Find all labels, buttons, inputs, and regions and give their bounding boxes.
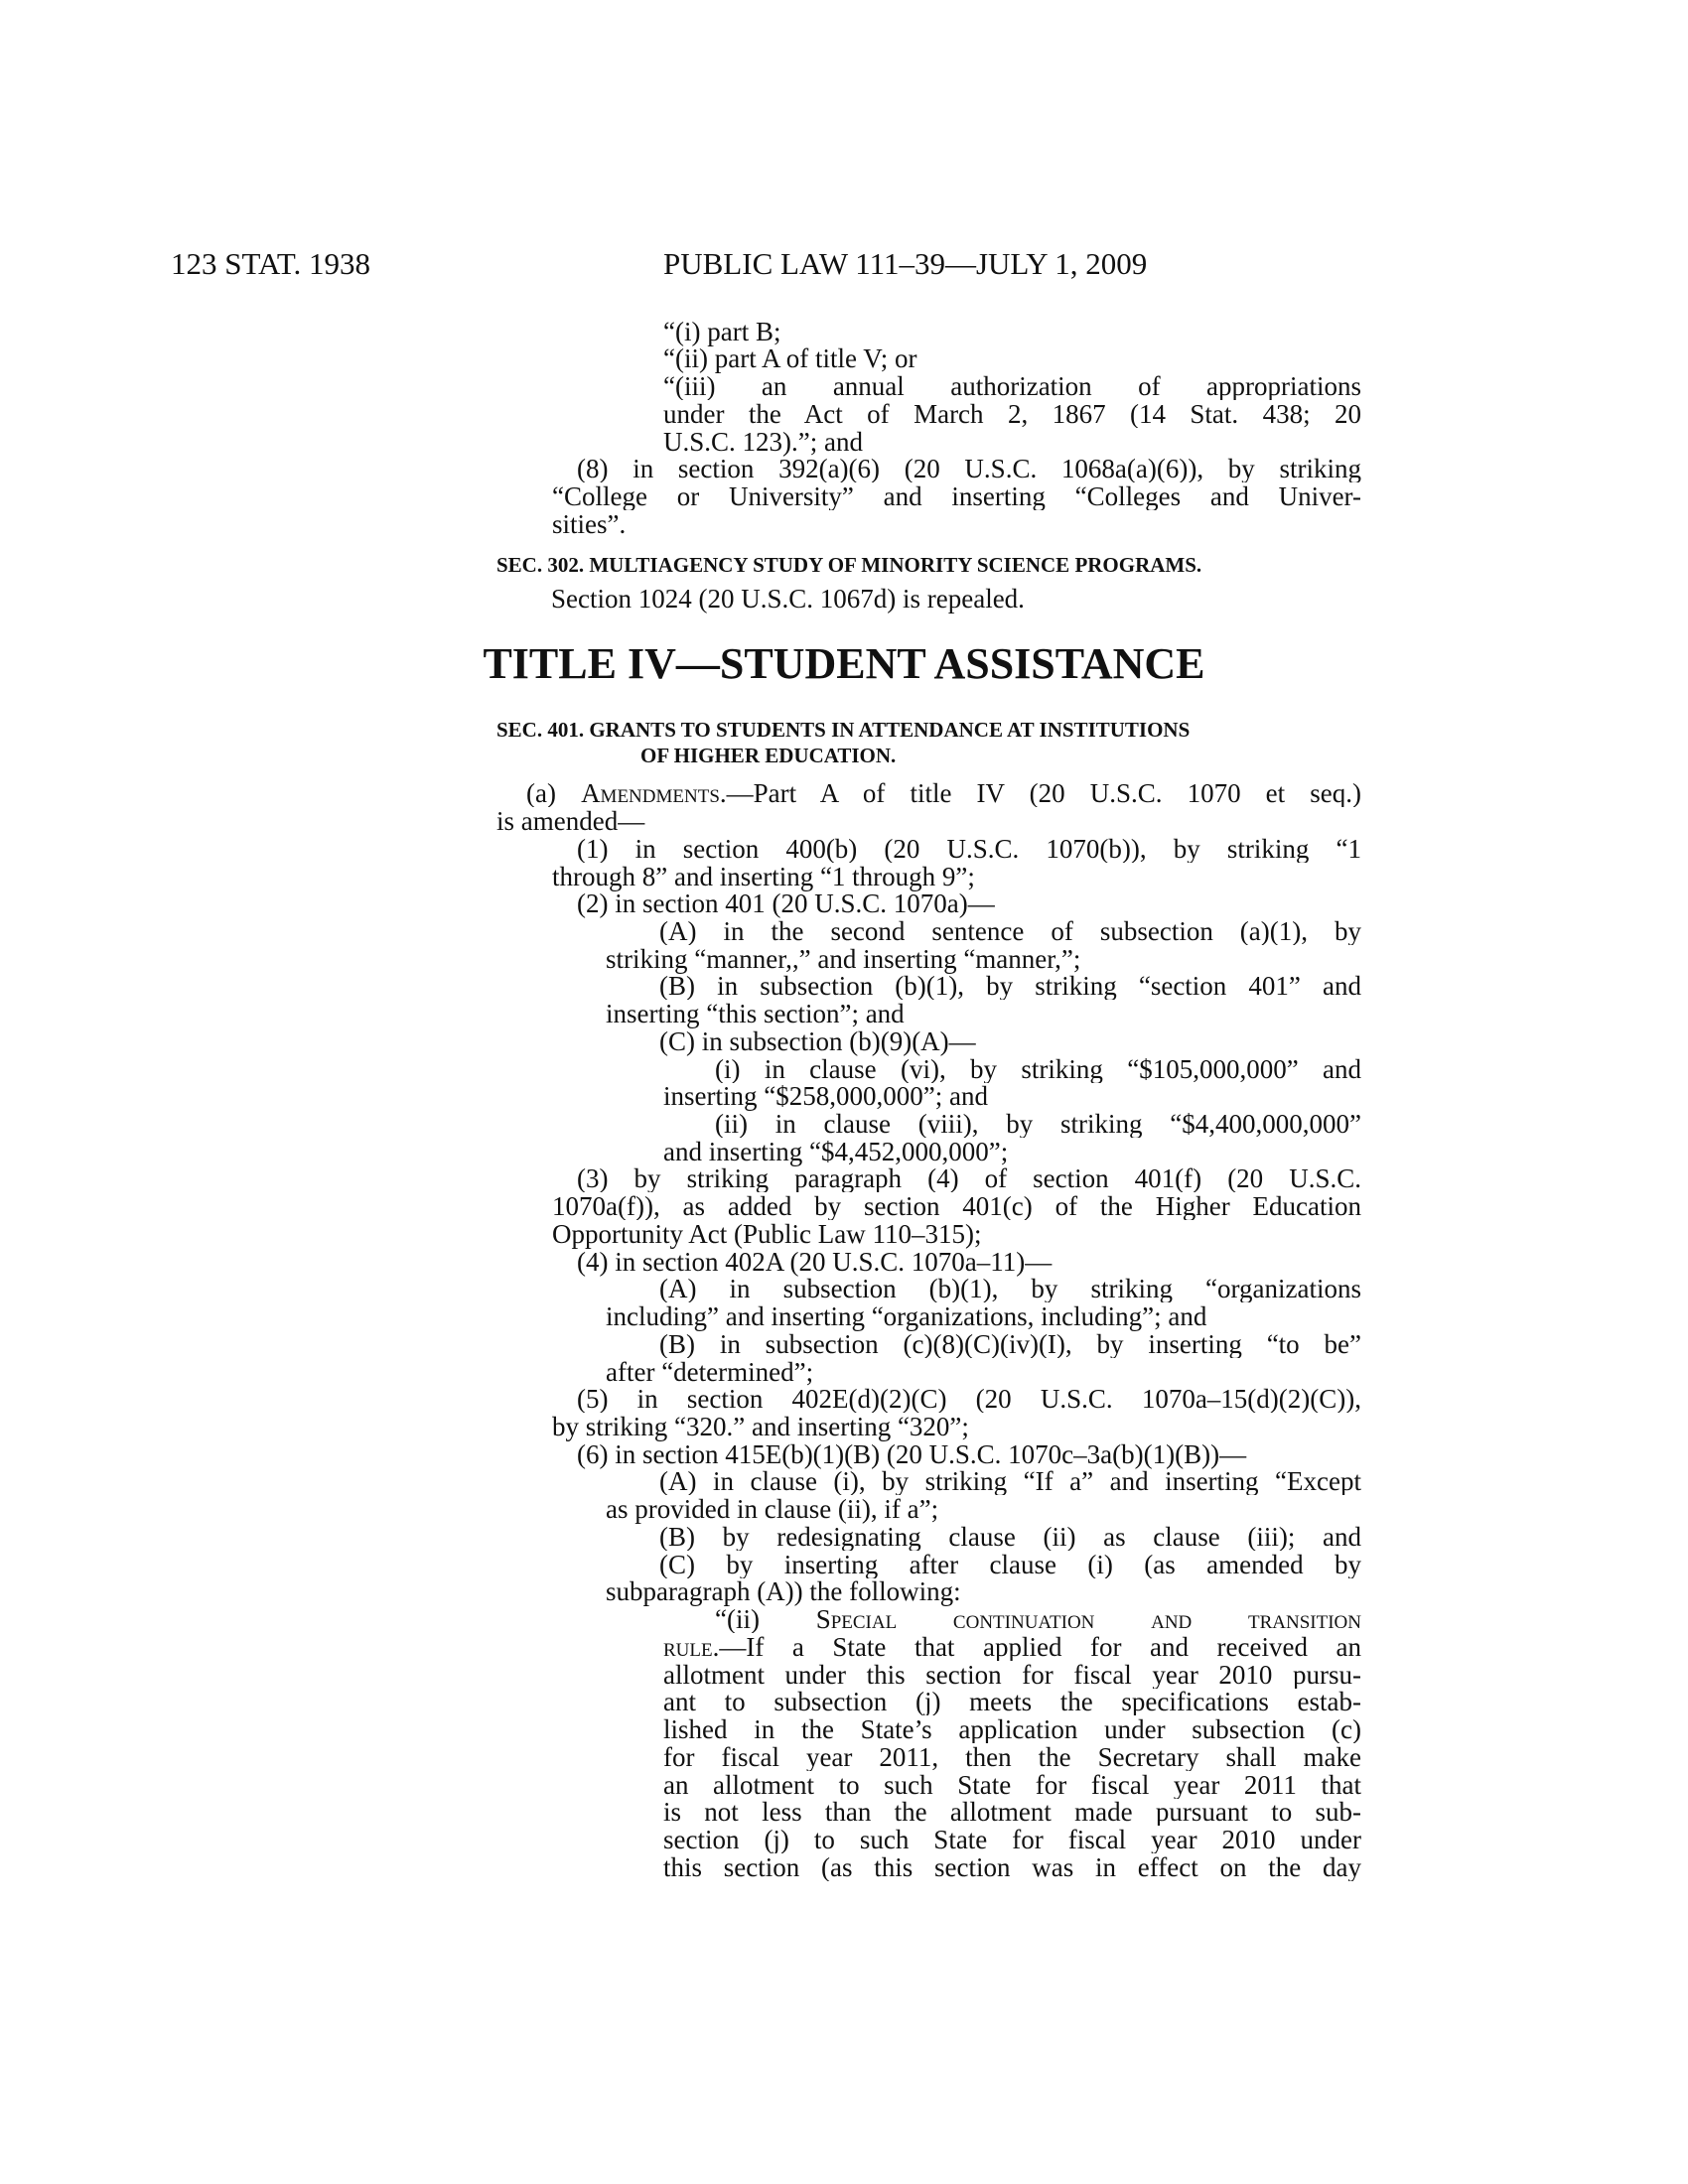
text-line: under the Act of March 2, 1867 (14 Stat. 438; 20 [663,400,1361,428]
text-line: rule.—If a State that applied for and received an [663,1633,1361,1661]
text-line: after “determined”; [606,1357,814,1387]
text-line: an allotment to such State for fiscal year 2011 that [663,1771,1361,1799]
text-line: through 8” and inserting “1 through 9”; [552,862,975,891]
subsection-heading-amendments: Amendments [581,779,720,807]
text-line: “(iii) an annual authorization of appropriations [663,372,1361,400]
text-line: “(ii) Special continuation and transition [715,1605,1361,1633]
text-line: U.S.C. 123).”; and [663,427,863,457]
statute-page-reference: 123 STAT. 1938 [171,246,371,281]
text-line: sities”. [552,509,627,539]
text-line: (C) by inserting after clause (i) (as amended by [659,1551,1361,1578]
text-line: subparagraph (A)) the following: [606,1576,961,1606]
section-heading-401: SEC. 401. GRANTS TO STUDENTS IN ATTENDANCE AT INSTITUTIONS [496,718,1191,742]
text-line: (A) in subsection (b)(1), by striking “organizations [659,1275,1361,1302]
text-line: (i) in clause (vi), by striking “$105,000,000” and [715,1055,1361,1083]
text-line: (4) in section 402A (20 U.S.C. 1070a–11)— [577,1247,1053,1277]
page-header [0,244,1688,284]
text-line: is not less than the allotment made pursuant to sub- [663,1798,1361,1826]
text-line: (a) Amendments.—Part A of title IV (20 U.S.C. 1070 et seq.) [526,779,1361,807]
text-line: (A) in clause (i), by striking “If a” and inserting “Except [659,1467,1361,1495]
text-line: (C) in subsection (b)(9)(A)— [659,1026,976,1056]
text-line: (A) in the second sentence of subsection (a)(1), by [659,917,1361,945]
text-line: striking “manner,,” and inserting “manner,”; [606,944,1081,974]
clause-heading-rule: rule [663,1633,713,1661]
text-line: lished in the State’s application under subsection (c) [663,1715,1361,1743]
text-line: Section 1024 (20 U.S.C. 1067d) is repealed. [551,584,1025,614]
text-line: for fiscal year 2011, then the Secretary shall make [663,1743,1361,1771]
text-line: (2) in section 401 (20 U.S.C. 1070a)— [577,888,995,918]
text-line: (B) by redesignating clause (ii) as clause (iii); and [659,1523,1361,1551]
text-line: Opportunity Act (Public Law 110–315); [552,1219,982,1249]
text-line: as provided in clause (ii), if a”; [606,1494,939,1524]
text-line: this section (as this section was in effect on the day [663,1853,1361,1881]
section-heading-302: SEC. 302. MULTIAGENCY STUDY OF MINORITY SCIENCE PROGRAMS. [496,553,1202,577]
text-line: by striking “320.” and inserting “320”; [552,1412,969,1441]
text-line: ant to subsection (j) meets the specifications estab- [663,1688,1361,1715]
text-line: section (j) to such State for fiscal year 2010 under [663,1826,1361,1853]
text-line: “College or University” and inserting “Colleges and Univer- [552,482,1361,510]
text-line: “(i) part B; [663,317,781,346]
text-line: (B) in subsection (c)(8)(C)(iv)(I), by inserting “to be” [659,1330,1361,1358]
text-line: including” and inserting “organizations, including”; and [606,1301,1207,1331]
text-line: (B) in subsection (b)(1), by striking “section 401” and [659,972,1361,1000]
text-line: and inserting “$4,452,000,000”; [663,1137,1009,1166]
text-line: (8) in section 392(a)(6) (20 U.S.C. 1068a(a)(6)), by striking [577,455,1361,482]
text-line: inserting “this section”; and [606,999,905,1028]
text-line: “(ii) part A of title V; or [663,343,917,373]
text-line: (1) in section 400(b) (20 U.S.C. 1070(b)), by striking “1 [577,835,1361,863]
text-line: allotment under this section for fiscal year 2010 pursu- [663,1661,1361,1689]
text-line: is amended— [496,806,645,836]
title-heading: TITLE IV—STUDENT ASSISTANCE [483,639,1205,688]
clause-heading-special-continuation: Special continuation and transition [815,1605,1361,1633]
text-line: (ii) in clause (viii), by striking “$4,400,000,000” [715,1110,1361,1138]
text-line: inserting “$258,000,000”; and [663,1081,988,1111]
text-line: (3) by striking paragraph (4) of section 401(f) (20 U.S.C. [577,1164,1361,1192]
public-law-title: PUBLIC LAW 111–39—JULY 1, 2009 [663,246,1148,281]
text-line: (6) in section 415E(b)(1)(B) (20 U.S.C. 1070c–3a(b)(1)(B))— [577,1439,1247,1469]
text-line: (5) in section 402E(d)(2)(C) (20 U.S.C. 1070a–15(d)(2)(C)), [577,1385,1361,1413]
section-heading-401-continued: OF HIGHER EDUCATION. [640,744,897,767]
text-line: 1070a(f)), as added by section 401(c) of the Higher Education [552,1192,1361,1220]
